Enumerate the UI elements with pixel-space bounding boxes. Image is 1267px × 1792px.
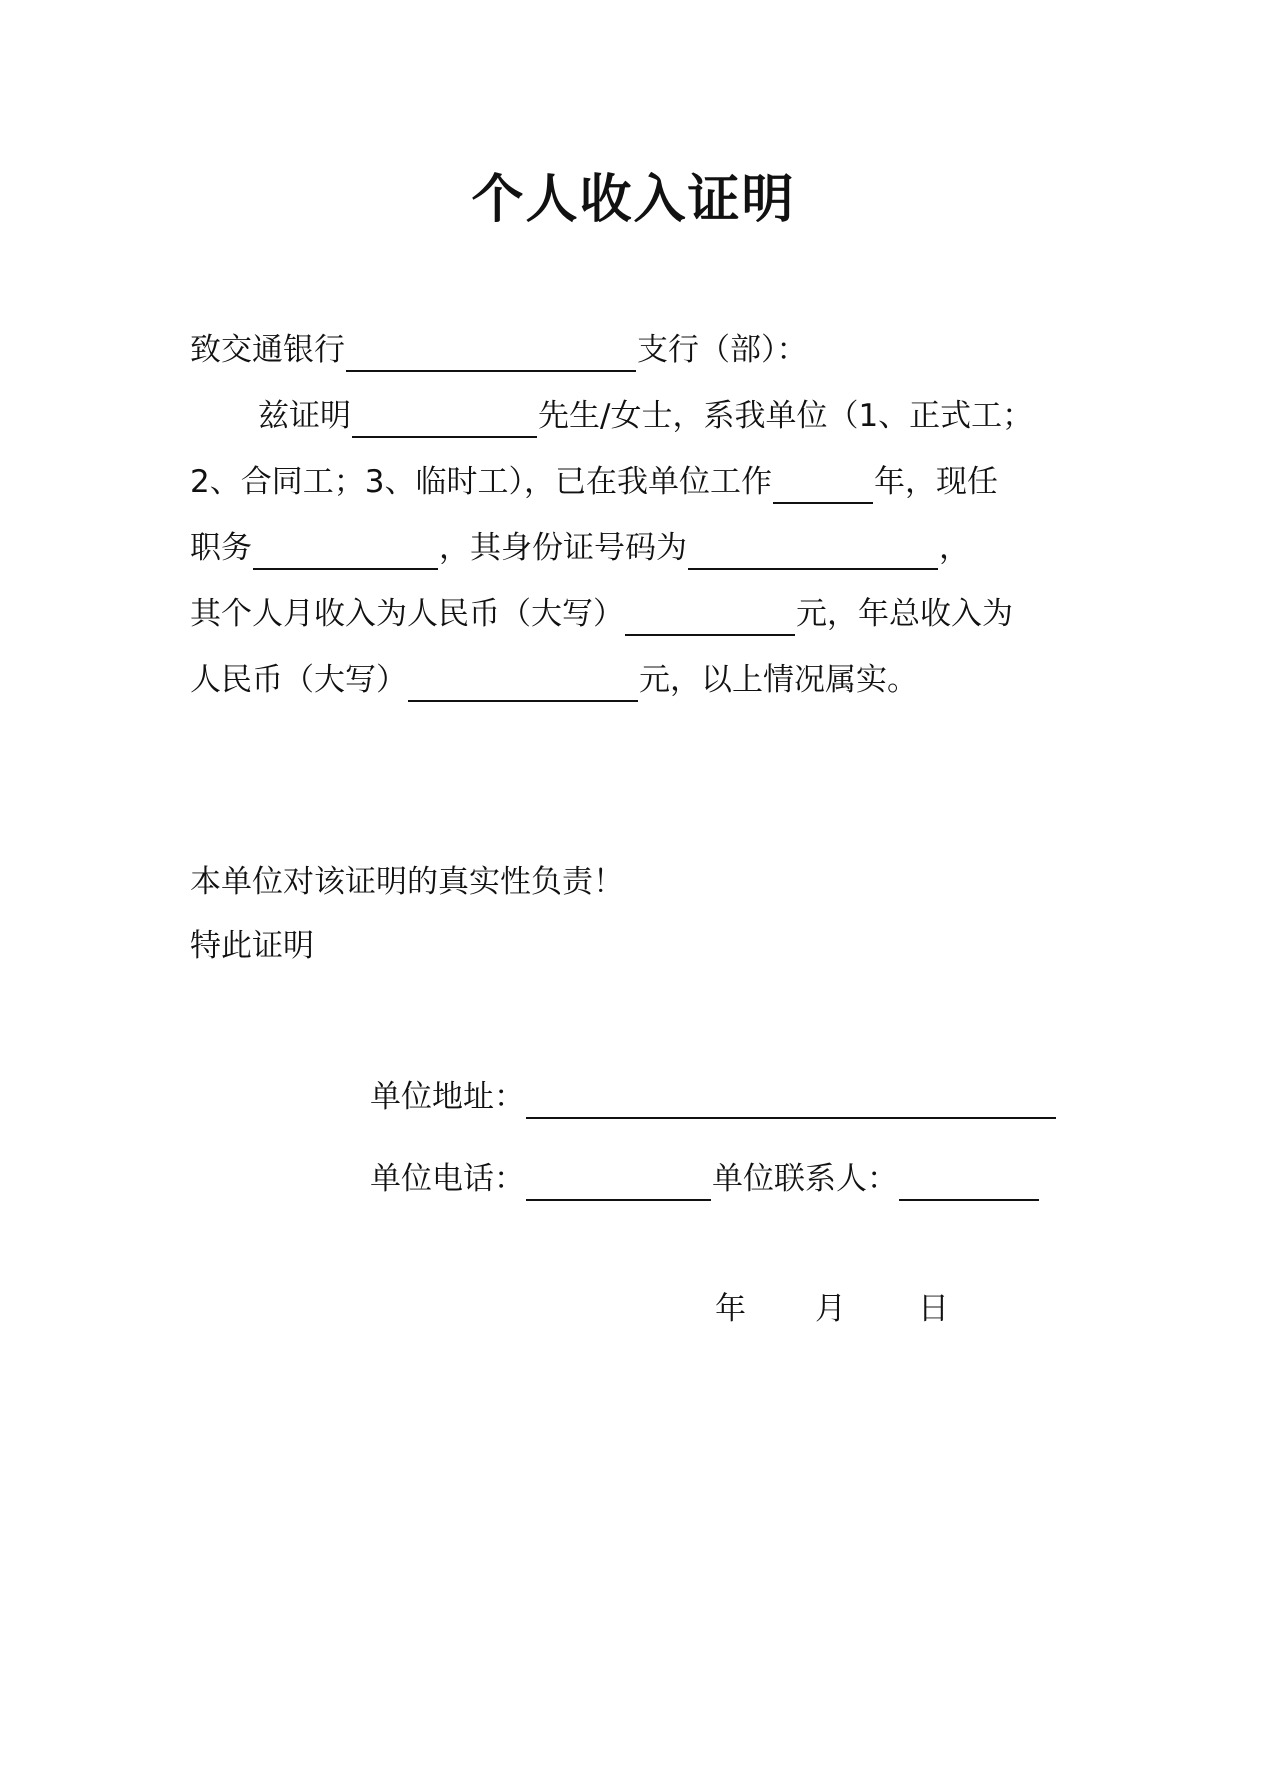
date-year: 年: [715, 1291, 746, 1327]
address-label: 单位地址：: [370, 1079, 525, 1115]
years-worked-blank[interactable]: [773, 466, 873, 504]
certify-prefix: 兹证明: [258, 398, 351, 434]
address-blank[interactable]: [526, 1081, 1056, 1119]
responsibility-statement: 本单位对该证明的真实性负责！: [190, 864, 624, 900]
position-suffix: ，: [939, 530, 970, 566]
certify-line: [258, 394, 1033, 438]
addressee-prefix: 致交通银行: [190, 332, 345, 368]
position-blank[interactable]: [253, 532, 438, 570]
bank-branch-blank[interactable]: [346, 334, 636, 372]
document-title: 个人收入证明: [471, 170, 796, 230]
monthly-income-suffix: 元，年总收入为: [796, 596, 1013, 632]
annual-income-line: [190, 658, 918, 702]
contact-label: 单位联系人：: [712, 1161, 898, 1197]
phone-blank[interactable]: [526, 1163, 711, 1201]
monthly-income-line: [190, 592, 1013, 636]
id-number-blank[interactable]: [688, 532, 938, 570]
addressee-suffix: 支行（部）：: [637, 332, 808, 368]
annual-income-blank[interactable]: [408, 664, 638, 702]
phone-label: 单位电话：: [370, 1161, 525, 1197]
date-day: 日: [918, 1291, 949, 1327]
id-number-label: ，其身份证号码为: [439, 530, 687, 566]
addressee-line: [190, 328, 808, 372]
contact-blank[interactable]: [899, 1163, 1039, 1201]
employment-suffix: 年，现任: [873, 464, 998, 500]
position-prefix: 职务: [190, 530, 252, 566]
monthly-income-prefix: 其个人月收入为人民币（大写）: [190, 596, 624, 632]
date-month: 月: [815, 1291, 846, 1327]
employment-prefix: 2、合同工；3、临时工），已在我单位工作: [190, 464, 772, 500]
monthly-income-blank[interactable]: [625, 598, 795, 636]
annual-income-suffix: 元，以上情况属实。: [639, 662, 918, 698]
phone-contact-line: [370, 1157, 1040, 1201]
hereby-certify: 特此证明: [190, 928, 314, 964]
address-line: [370, 1075, 1057, 1119]
position-line: [190, 526, 970, 570]
annual-income-prefix: 人民币（大写）: [190, 662, 407, 698]
certify-suffix: 先生/女士，系我单位（1、正式工；: [538, 398, 1034, 434]
employment-line: [190, 460, 998, 504]
person-name-blank[interactable]: [352, 400, 537, 438]
